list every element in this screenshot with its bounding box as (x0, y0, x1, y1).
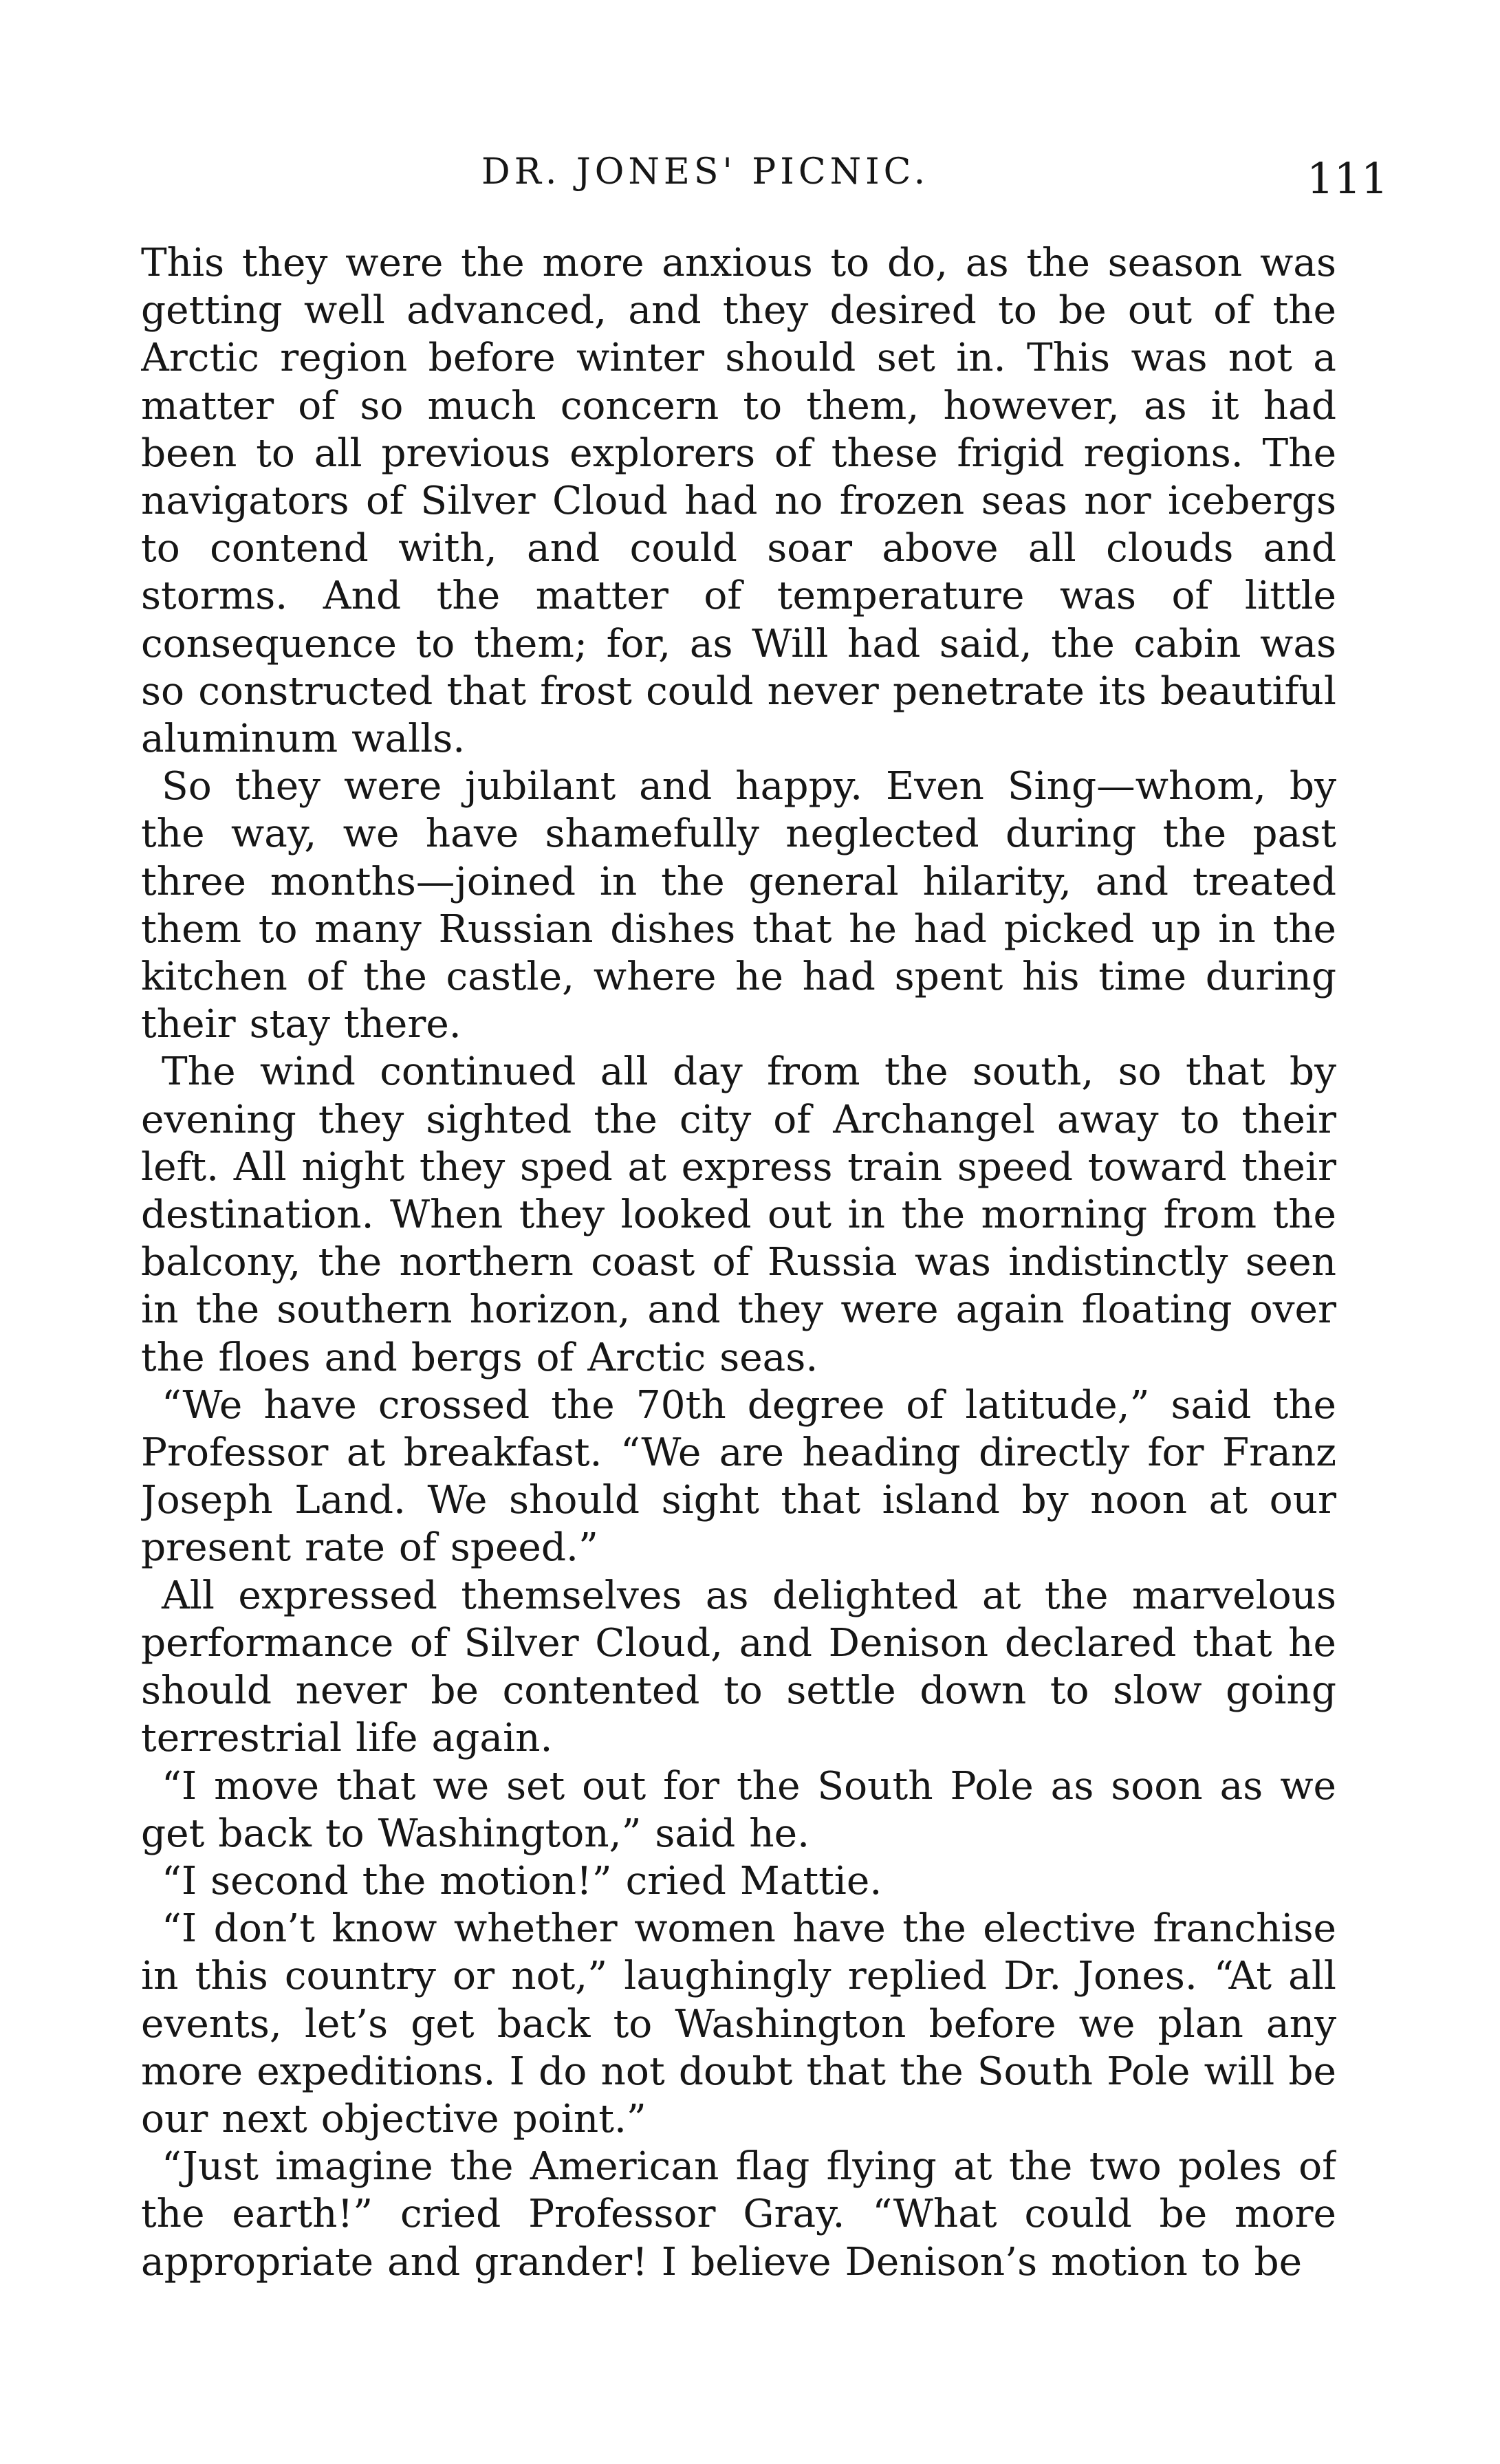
paragraph: “I move that we set out for the South Pole as soon as we get back to Washington,” said he. (141, 1763, 1336, 1856)
paragraph: “We have crossed the 70th degree of latitude,” said the Professor at breakfast. “We are heading directly for Franz Joseph Land. We should sight that island by noon at our present rate of speed.” (141, 1382, 1336, 1571)
paragraph: “I second the motion!” cried Mattie. (162, 1858, 882, 1904)
paragraph: The wind continued all day from the south, so that by evening they sighted the city of Archangel away to their left. All night they sped at express train speed toward their destination. When they looked out in the morning from the balcony, the northern coast of Russia was indistinctly seen in the southern horizon, and they were again floating over the floes and bergs of Arctic seas. (141, 1049, 1336, 1380)
body-text (141, 239, 1336, 2364)
running-title: DR. JONES' PICNIC. (481, 151, 930, 193)
paragraph: So they were jubilant and happy. Even Sing—whom, by the way, we have shamefully neglected during the past three months—joined in the general hilarity, and treated them to many Russian dishes that he had picked up in the kitchen of the castle, where he had spent his time during their stay there. (141, 764, 1336, 1047)
paragraph: This they were the more anxious to do, as the season was getting well advanced, and they desired to be out of the Arctic region before winter should set in. This was not a matter of so much concern to them, however, as it had been to all previous explorers of these frigid regions. The navigators of Silver Cloud had no frozen seas nor icebergs to contend with, and could soar above all clouds and storms. And the matter of temperature was of little consequence to them; for, as Will had said, the cabin was so constructed that frost could never penetrate its beautiful aluminum walls. (141, 241, 1336, 762)
running-head (0, 141, 1500, 217)
paragraph: “Just imagine the American flag flying at the two poles of the earth!” cried Professor Gray. “What could be more appropriate and grander! I believe Denison’s motion to be (141, 2144, 1336, 2285)
page-number: 111 (1307, 153, 1389, 204)
paragraph: All expressed themselves as delighted at the marvelous performance of Silver Cloud, and Denison declared that he should never be contented to settle down to slow going terrestrial life again. (141, 1573, 1336, 1761)
paragraph: “I don’t know whether women have the elective franchise in this country or not,” laughingly replied Dr. Jones. “At all events, let’s get back to Washington before we plan any more expeditions. I do not doubt that the South Pole will be our next objective point.” (141, 1906, 1336, 2141)
